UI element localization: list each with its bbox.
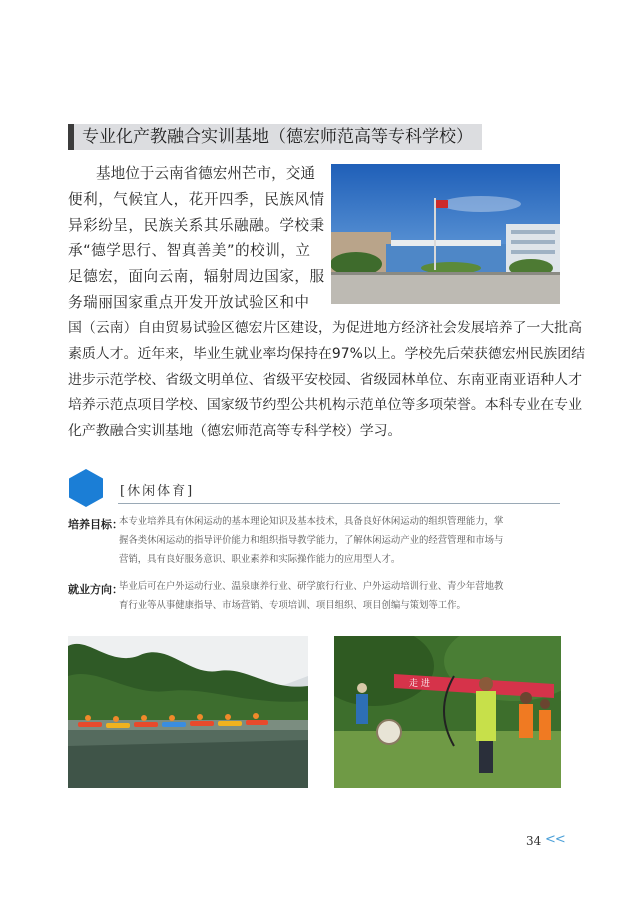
intro-line: 务瑞丽国家重点开发开放试验区和中 xyxy=(68,294,310,311)
intro-line: 基地位于云南省德宏州芒市，交通 xyxy=(96,165,315,182)
page-number: 34 xyxy=(526,834,542,848)
intro-line: 便利，气候宜人，花开四季，民族风情 xyxy=(68,191,325,208)
major-divider xyxy=(118,503,560,504)
archery-photo xyxy=(334,636,561,788)
career-line: 育行业等从事健康指导、市场营销、专项培训、项目组织、项目创编与策划等工作。 xyxy=(119,600,466,611)
intro-line: 足德宏，面向云南，辐射周边国家，服 xyxy=(68,268,325,285)
kayak-photo xyxy=(68,636,308,788)
goal-line: 本专业培养具有休闲运动的基本理论知识及基本技术，具备良好休闲运动的组织管理能力，掌 xyxy=(119,516,504,527)
career-label: 就业方向： xyxy=(68,583,123,596)
hexagon-icon xyxy=(68,468,104,512)
intro-line: 化产教融合实训基地（德宏师范高等专科学校）学习。 xyxy=(68,423,402,439)
banner-text: 走 进 xyxy=(409,679,430,689)
intro-line: 进步示范学校、省级文明单位、省级平安校园、省级园林单位、东南亚南亚语种人才 xyxy=(68,372,582,388)
goal-line: 营销，具有良好服务意识、职业素养和实际操作能力的应用型人才。 xyxy=(119,554,401,565)
intro-line: 国（云南）自由贸易试验区德宏片区建设，为促进地方经济社会发展培养了一大批高 xyxy=(68,320,582,336)
intro-line: 素质人才。近年来，毕业生就业率均保持在97%以上。学校先后荣获德宏州民族团结 xyxy=(68,346,586,362)
intro-line: 承“德学思行、智真善美”的校训，立 xyxy=(68,242,311,259)
goal-line: 握各类休闲运动的指导评价能力和组织指导教学能力，了解休闲运动产业的经营管理和市场与 xyxy=(119,535,504,546)
campus-photo xyxy=(331,164,560,304)
section-title-accent xyxy=(68,124,74,150)
career-line: 毕业后可在户外运动行业、温泉康养行业、研学旅行行业、户外运动培训行业、青少年营地教 xyxy=(119,581,504,592)
intro-line: 异彩纷呈，民族关系其乐融融。学校秉 xyxy=(68,217,325,234)
goal-label: 培养目标： xyxy=(68,518,123,531)
intro-line: 培养示范点项目学校、国家级节约型公共机构示范单位等多项荣誉。本科专业在专业 xyxy=(68,397,582,413)
double-chevron-left-icon: << xyxy=(545,832,565,847)
section-title: 专业化产教融合实训基地（德宏师范高等专科学校） xyxy=(82,127,473,147)
major-name: [休闲体育] xyxy=(120,484,195,499)
